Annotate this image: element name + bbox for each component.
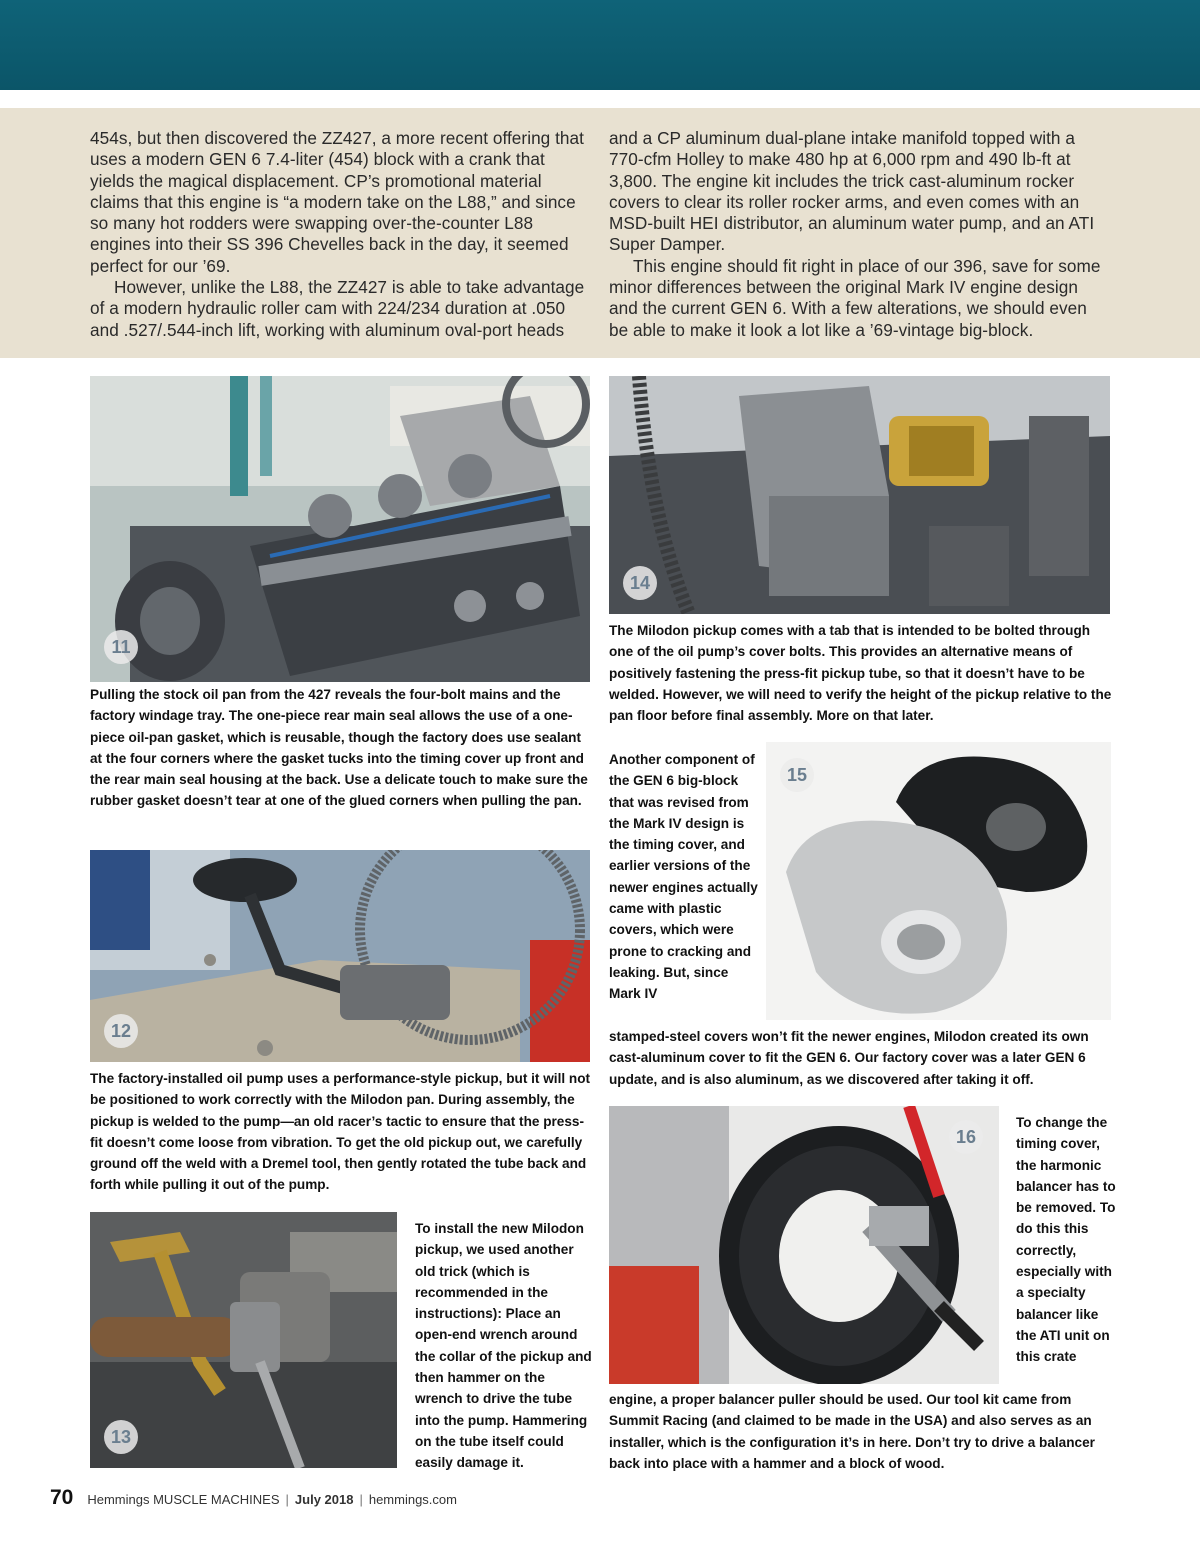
photo-16-balancer-puller [609, 1106, 999, 1384]
publication-name: Hemmings MUSCLE MACHINES [87, 1492, 280, 1507]
intro-column-right [609, 128, 1109, 341]
photo-number-badge: 11 [104, 630, 138, 664]
photo-number-badge: 16 [949, 1120, 983, 1154]
intro-column-left [90, 128, 590, 341]
photo-13-hammer-wrench [90, 1212, 397, 1468]
photo-number-badge: 13 [104, 1420, 138, 1454]
photo-number-badge: 12 [104, 1014, 138, 1048]
caption-11: Pulling the stock oil pan from the 427 reveals the four-bolt mains and the factory windage tray. The one-piece rear main seal allows the use of a one-piece oil-pan gasket, which is reusable, though the factory does use sealant at the four corners where the gasket tucks into the timing cover up front and the rear main seal housing at the back. Use a delicate touch to make sure the rubber gasket doesn’t tear at one of the glued corners when pulling the pan. [90, 687, 588, 809]
header-bar [0, 0, 1200, 90]
caption-15-wrap: Another component of the GEN 6 big-block that was revised from the Mark IV design is the timing cover, and earlier versions of the newer engines actually came with plastic covers, which were prone to cracking and leaking. But, since Mark IV [609, 752, 758, 1002]
header-divider [0, 90, 1200, 108]
photo-11-engine-block [90, 376, 590, 682]
footer-separator: | [359, 1492, 363, 1507]
photo-15-timing-covers [766, 742, 1111, 1020]
photo-12-oil-pump [90, 850, 590, 1062]
caption-16-wrap: To change the timing cover, the harmonic balancer has to be removed. To do this this correctly, especially with a specialty balancer like the ATI unit on this crate [1016, 1115, 1116, 1365]
page-number: 70 [50, 1486, 74, 1509]
website-link[interactable]: hemmings.com [368, 1492, 457, 1507]
photo-14-milodon-pickup [609, 376, 1110, 614]
intro-paragraph: and a CP aluminum dual-plane intake manifold topped with a 770-cfm Holley to make 480 hp at 6,000 rpm and 490 lb-ft at 3,800. The engine kit includes the trick cast-aluminum rocker covers to clear its roller rocker arms, and even comes with an MSD-built HEI distributor, an aluminum water pump, and an ATI Super Damper. [609, 128, 1095, 255]
caption-13: To install the new Milodon pickup, we used another old trick (which is recommended in the instructions): Place an open-end wrench around the collar of the pickup and then hammer on the wrench to drive the tube into the pump. Hammering on the tube itself could easily damage it. [415, 1221, 592, 1471]
page-footer [50, 1486, 457, 1516]
caption-15-full: stamped-steel covers won’t fit the newer engines, Milodon created its own cast-aluminum cover to fit the GEN 6. Our factory cover was a later GEN 6 update, and is also aluminum, as we discovered after taking it off. [609, 1029, 1089, 1087]
footer-separator: | [285, 1492, 289, 1507]
photo-number-badge: 14 [623, 566, 657, 600]
caption-16-full: engine, a proper balancer puller should be used. Our tool kit came from Summit Racing (and claimed to be made in the USA) and also serves as an installer, which is the configuration it’s in here. Don’t try to drive a balancer back into place with a hammer and a block of wood. [609, 1392, 1095, 1471]
caption-12: The factory-installed oil pump uses a performance-style pickup, but it will not be positioned to work correctly with the Milodon pan. During assembly, the pickup is welded to the pump—an old racer’s tactic to ensure that the press-fit doesn’t come loose from vibration. To get the old pickup out, we carefully ground off the weld with a Dremel tool, then gently rotated the tube back and forth while pulling it out of the pump. [90, 1071, 591, 1193]
intro-paragraph: This engine should fit right in place of our 396, save for some minor differences between the original Mark IV engine design and the current GEN 6. With a few alterations, we should even be able to make it look a lot like a ’69-vintage big-block. [609, 255, 1101, 340]
intro-paragraph: However, unlike the L88, the ZZ427 is able to take advantage of a modern hydraulic roller cam with 224/234 duration at .050 and .527/.544-inch lift, working with aluminum oval-port heads [90, 277, 585, 340]
intro-paragraph: 454s, but then discovered the ZZ427, a more recent offering that uses a modern GEN 6 7.4-liter (454) block with a crank that yields the magical displacement. CP’s promotional material claims that this engine is “a modern take on the L88,” and since so many hot rodders were swapping over-the-counter L88 engines into their SS 396 Chevelles back in the day, it seemed perfect for our ’69. [90, 128, 584, 276]
caption-14: The Milodon pickup comes with a tab that is intended to be bolted through one of the oil pump’s cover bolts. This provides an alternative means of positively fastening the press-fit pickup tube, so that it doesn’t have to be welded. However, we will need to verify the height of the pickup relative to the pan floor before final assembly. More on that later. [609, 623, 1112, 724]
photo-number-badge: 15 [780, 758, 814, 792]
issue-date: July 2018 [294, 1492, 354, 1507]
